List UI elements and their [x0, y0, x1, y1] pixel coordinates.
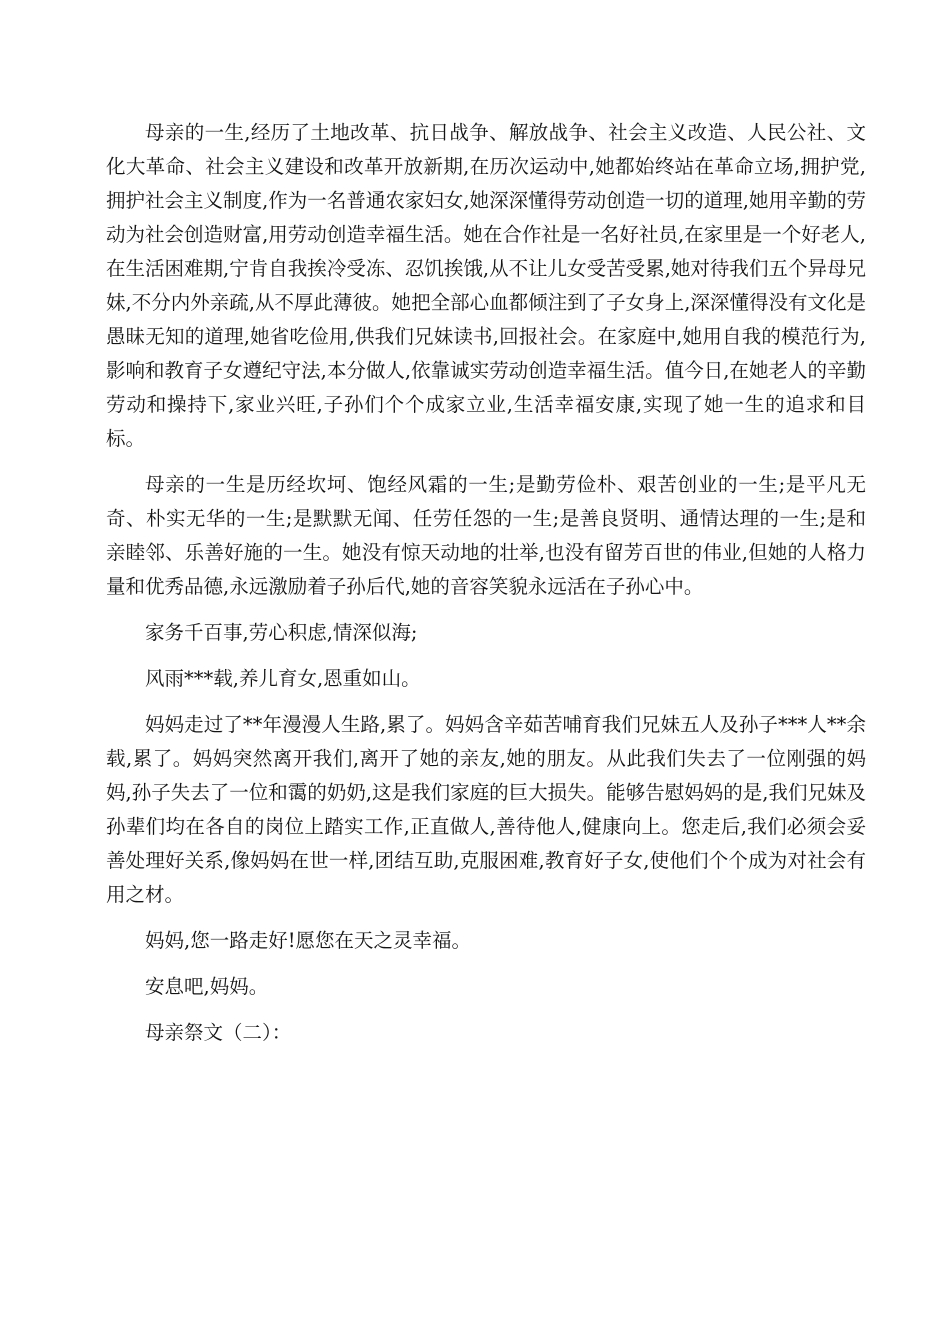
- paragraph-farewell: 妈妈走过了**年漫漫人生路,累了。妈妈含辛茹苦哺育我们兄妹五人及孙子***人**余载,累了。妈妈突然离开我们,离开了她的亲友,她的朋友。从此我们失去了一位刚强的妈妈,孙子失去了一位和霭的奶奶,这是我们家庭的巨大损失。能够告慰妈妈的是,我们兄妹及孙辈们均在各自的岗位上踏实工作,正直做人,善待他人,健康向上。您走后,我们必须会妥善处理好关系,像妈妈在世一样,团结互助,克服困难,教育好子女,使他们个个成为对社会有用之材。: [106, 713, 866, 906]
- couplet-line-second: 风雨***载,养儿育女,恩重如山。: [145, 667, 421, 690]
- paragraph-life-summary: 母亲的一生是历经坎坷、饱经风霜的一生;是勤劳俭朴、艰苦创业的一生;是平凡无奇、朴实无华的一生;是默默无闻、任劳任怨的一生;是善良贤明、通情达理的一生;是和亲睦邻、乐善好施的一生。她没有惊天动地的壮举,也没有留芳百世的伟业,但她的人格力量和优秀品德,永远激励着子孙后代,她的音容笑貌永远活在子孙心中。: [106, 473, 866, 598]
- farewell-rest: 安息吧,妈妈。: [145, 975, 269, 998]
- paragraph-life-history: 母亲的一生,经历了土地改革、抗日战争、解放战争、社会主义改造、人民公社、文化大革命、社会主义建设和改革开放新期,在历次运动中,她都始终站在革命立场,拥护党,拥护社会主义制度,作为一名普通农家妇女,她深深懂得劳动创造一切的道理,她用辛勤的劳动为社会创造财富,用劳动创造幸福生活。她在合作社是一名好社员,在家里是一个好老人,在生活困难期,宁肯自我挨冷受冻、忍饥挨饿,从不让儿女受苦受累,她对待我们五个异母兄妹,不分内外亲疏,从不厚此薄彼。她把全部心血都倾注到了子女身上,深深懂得没有文化是愚昧无知的道理,她省吃俭用,供我们兄妹读书,回报社会。在家庭中,她用自我的模范行为,影响和教育子女遵纪守法,本分做人,依靠诚实劳动创造幸福生活。值今日,在她老人的辛勤劳动和操持下,家业兴旺,子孙们个个成家立业,生活幸福安康,实现了她一生的追求和目标。: [106, 121, 866, 450]
- section-heading-part-two: 母亲祭文（二）：: [145, 1021, 292, 1044]
- farewell-wish: 妈妈,您一路走好!愿您在天之灵幸福。: [145, 929, 472, 952]
- couplet-line-first: 家务千百事,劳心积虑,情深似海;: [145, 621, 418, 644]
- document-body: [106, 116, 866, 1062]
